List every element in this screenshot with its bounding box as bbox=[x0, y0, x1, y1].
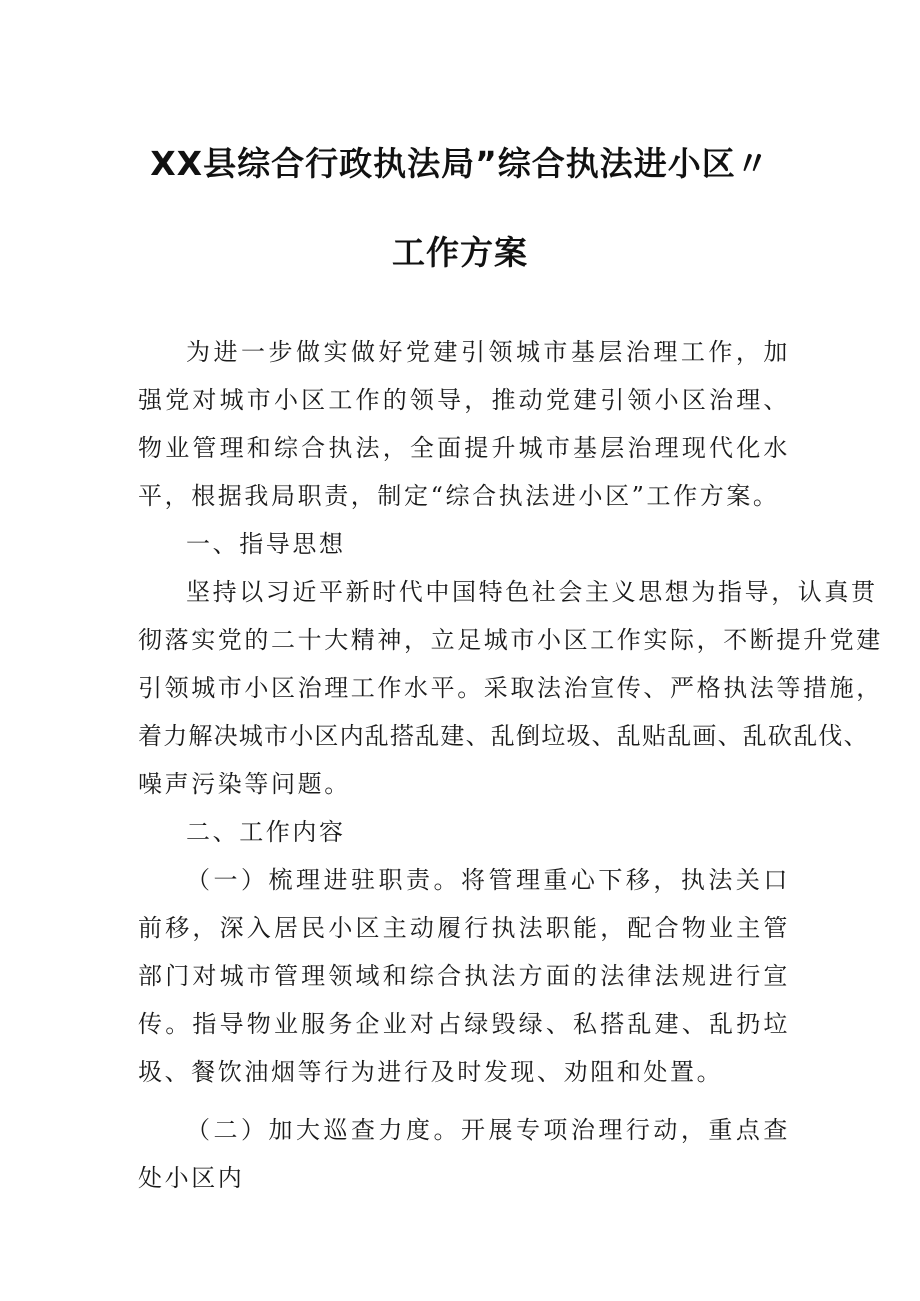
document-title-line-1: XX县综合行政执法局”综合执法进小区〃 bbox=[150, 144, 770, 183]
guiding-ideology-paragraph bbox=[138, 568, 883, 808]
paragraph-line: 彻落实党的二十大精神，立足城市小区工作实际，不断提升党建 bbox=[138, 626, 883, 654]
paragraph-line: 坚持以习近平新时代中国特色社会主义思想为指导，认真贯 bbox=[186, 578, 878, 606]
work-item-1-paragraph: （一）梳理进驻职责。将管理重心下移，执法关口前移，深入居民小区主动履行执法职能，配合物业主管部门对城市管理领域和综合执法方面的法律法规进行宣传。指导物业服务企业对占绿毁绿、私搭乱建、乱扔垃圾、餐饮油烟等行为进行及时发现、劝阻和处置。 bbox=[138, 866, 790, 1086]
document-title-line-2: 工作方案 bbox=[392, 233, 528, 272]
paragraph-line: 噪声污染等问题。 bbox=[138, 770, 351, 798]
document-body bbox=[138, 328, 883, 1202]
paragraph-line: 引领城市小区治理工作水平。采取法治宣传、严格执法等措施， bbox=[138, 674, 883, 702]
intro-paragraph: 为进一步做实做好党建引领城市基层治理工作，加强党对城市小区工作的领导，推动党建引领小区治理、物业管理和综合执法，全面提升城市基层治理现代化水平，根据我局职责，制定“综合执法进小区”工作方案。 bbox=[138, 338, 790, 510]
section-heading-work-content: 二、工作内容 bbox=[186, 818, 346, 846]
paragraph-line: 着力解决城市小区内乱搭乱建、乱倒垃圾、乱贴乱画、乱砍乱伐、 bbox=[138, 722, 869, 750]
section-heading-guiding-ideology: 一、指导思想 bbox=[186, 530, 346, 558]
work-item-2-paragraph: （二）加大巡查力度。开展专项治理行动，重点查处小区内 bbox=[138, 1116, 790, 1192]
